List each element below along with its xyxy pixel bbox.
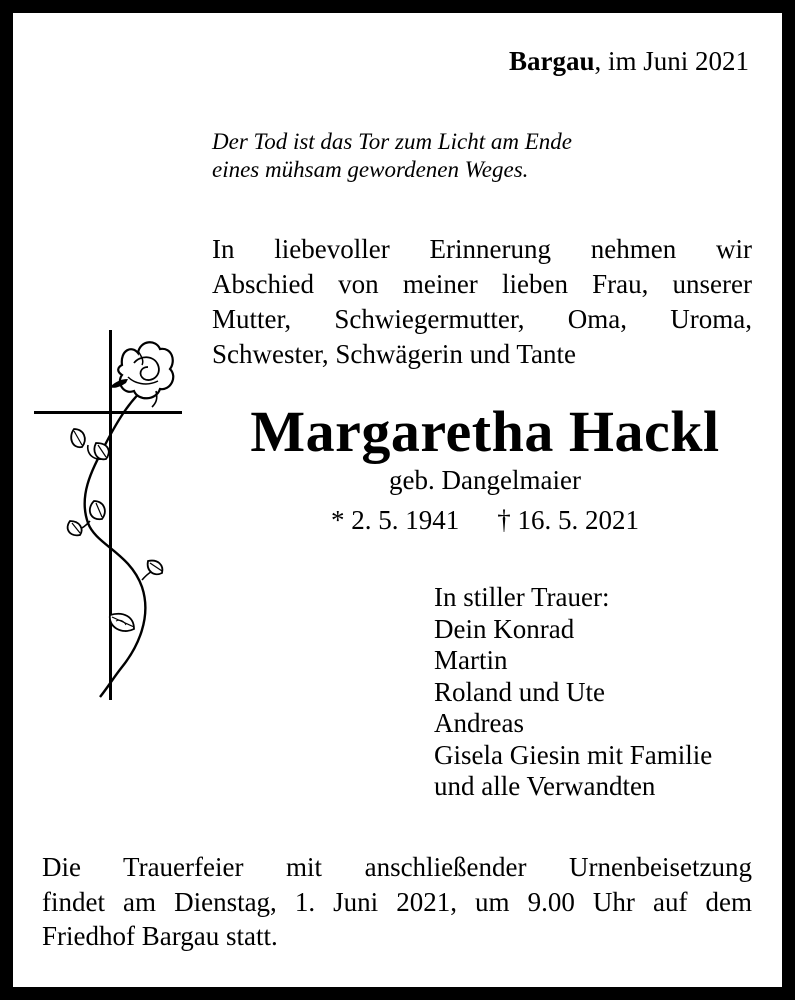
service-notice bbox=[42, 850, 752, 954]
intro-line: Mutter, Schwiegermutter, Oma, Uroma, bbox=[212, 304, 752, 334]
birth-name: geb. Dangelmaier bbox=[389, 465, 581, 495]
service-line: Die Trauerfeier mit anschließender Urnenbeisetzung bbox=[42, 852, 752, 882]
mourner-line: Martin bbox=[434, 645, 508, 675]
place: Bargau bbox=[508, 46, 595, 76]
mourner-line: Andreas bbox=[434, 708, 524, 738]
intro-text bbox=[212, 232, 752, 372]
mourners-heading: In stiller Trauer: bbox=[434, 582, 610, 612]
intro-line: In liebevoller Erinnerung nehmen wir bbox=[212, 234, 752, 264]
death-date: † 16. 5. 2021 bbox=[497, 505, 639, 535]
birth-date: * 2. 5. 1941 bbox=[331, 505, 460, 535]
quote-line: eines mühsam gewordenen Weges. bbox=[212, 157, 529, 182]
place-date bbox=[509, 46, 749, 77]
quote-line: Der Tod ist das Tor zum Licht am Ende bbox=[212, 129, 572, 154]
mourner-line: Gisela Giesin mit Familie bbox=[434, 739, 713, 770]
mourner-line: Roland und Ute bbox=[434, 676, 605, 707]
intro-line: Abschied von meiner lieben Frau, unserer bbox=[212, 269, 752, 299]
memorial-quote bbox=[212, 128, 672, 184]
deceased-name: Margaretha Hackl bbox=[250, 399, 720, 464]
service-line: findet am Dienstag, 1. Juni 2021, um 9.00 Uhr auf dem bbox=[42, 886, 752, 917]
date-text: , im Juni 2021 bbox=[594, 46, 749, 76]
mourners-list bbox=[434, 582, 712, 803]
mourner-line: Dein Konrad bbox=[434, 613, 575, 644]
service-line: Friedhof Bargau statt. bbox=[42, 921, 278, 951]
cross-with-rose-icon bbox=[30, 325, 190, 710]
mourner-line: und alle Verwandten bbox=[434, 771, 656, 801]
life-dates bbox=[200, 505, 770, 536]
intro-line: Schwester, Schwägerin und Tante bbox=[212, 339, 576, 369]
